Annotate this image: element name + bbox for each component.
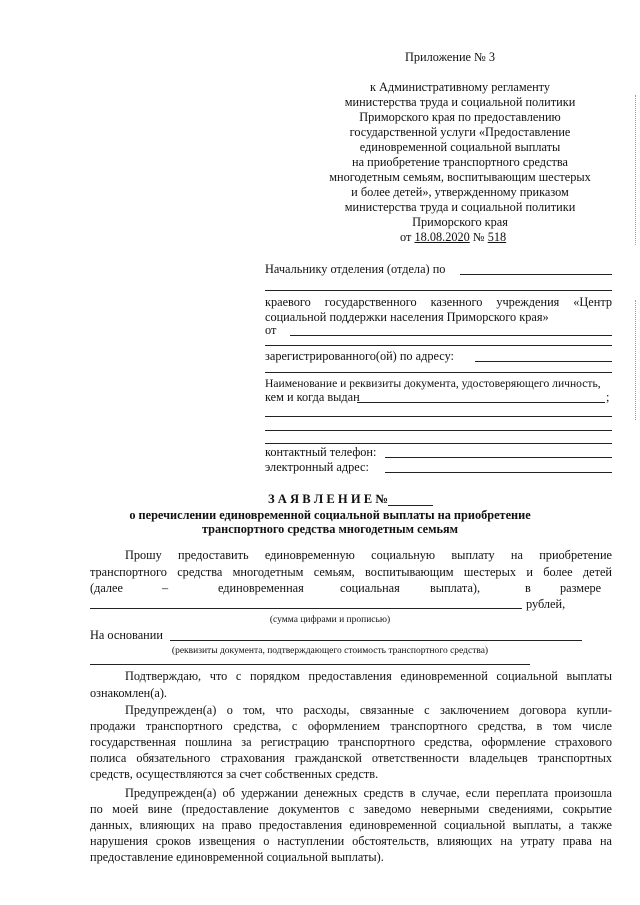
basis-caption: (реквизиты документа, подтверждающего стоимость транспортного средства) xyxy=(171,646,489,656)
order-reference xyxy=(400,230,506,244)
email-label: электронный адрес: xyxy=(265,460,369,474)
document-field-2[interactable] xyxy=(265,430,612,431)
application-title-text: З А Я В Л Е Н И Е № xyxy=(268,492,389,506)
basis-field[interactable] xyxy=(170,640,582,641)
institution-line-1: краевого государственного казенного учреждения «Центр xyxy=(265,295,612,309)
order-no-label: № xyxy=(472,230,485,244)
appendix-line: и более детей», утвержденному приказом xyxy=(351,185,569,199)
basis-label: На основании xyxy=(90,628,163,642)
word: (далее xyxy=(90,581,123,595)
warning-costs-last: средств, осуществляются за счет собственных средств. xyxy=(90,767,379,781)
order-date: 18.08.2020 xyxy=(414,230,470,244)
from-label: от xyxy=(265,323,277,337)
applicant-name-field-2[interactable] xyxy=(265,345,612,346)
warning-withhold-last: предоставление единовременной социальной выплаты). xyxy=(90,850,384,864)
address-field-2[interactable] xyxy=(265,372,612,373)
applicant-name-field[interactable] xyxy=(290,335,612,336)
word: – xyxy=(162,581,169,595)
confirm-line-1: Подтверждаю, что с порядком предоставления единовременной социальной выплаты xyxy=(125,669,612,683)
document-field-3[interactable] xyxy=(265,443,612,444)
warning-costs-line: полиса обязательного страхования гражданской ответственности владельцев транспортных xyxy=(90,751,612,765)
address-field[interactable] xyxy=(475,361,612,362)
word: в xyxy=(525,581,531,595)
addressee-field-2[interactable] xyxy=(265,290,612,291)
appendix-line: Приморского края xyxy=(412,215,508,229)
scan-edge-mark xyxy=(635,95,637,245)
appendix-line: министерства труда и социальной политики xyxy=(344,200,576,214)
institution-line-2: социальной поддержки населения Приморского края» xyxy=(265,310,549,324)
registered-label: зарегистрированного(ой) по адресу: xyxy=(265,349,454,363)
rubles-label: рублей, xyxy=(526,597,566,611)
confirm-line-2: ознакомлен(а). xyxy=(90,686,167,700)
appendix-line: к Административному регламенту xyxy=(369,80,551,94)
phone-label: контактный телефон: xyxy=(265,445,377,459)
appendix-title: Приложение № 3 xyxy=(405,50,496,64)
appendix-line: многодетным семьям, воспитывающим шестерых xyxy=(329,170,591,184)
document-field-1[interactable] xyxy=(265,416,612,417)
sum-field[interactable] xyxy=(90,608,522,609)
request-line-1: Прошу предоставить единовременную социальную выплату на приобретение xyxy=(125,548,612,562)
appendix-line: единовременной социальной выплаты xyxy=(359,140,561,154)
warning-costs-line: Предупрежден(а) о том, что расходы, связанные с заключением договора купли- xyxy=(125,703,612,717)
application-subtitle-2: транспортного средства многодетным семьям xyxy=(201,522,459,536)
warning-withhold-line: нарушения сроков извещения о наступлении обстоятельств, влияющих на утрату права на xyxy=(90,834,612,848)
warning-withhold-line: данных, влияющих на право предоставления единовременной социальной выплаты, а также xyxy=(90,818,612,832)
word: социальная xyxy=(340,581,400,595)
id-document-label: Наименование и реквизиты документа, удостоверяющего личность, xyxy=(265,377,601,390)
appendix-line: на приобретение транспортного средства xyxy=(352,155,568,169)
issued-by-label: кем и когда выдан xyxy=(265,390,360,404)
issued-by-end: ; xyxy=(606,390,610,404)
phone-field[interactable] xyxy=(385,457,612,458)
order-number: 518 xyxy=(487,230,507,244)
warning-withhold-line: по моей вине (предоставление документов с заведомо неверными сведениями, сокрытие xyxy=(90,802,612,816)
scan-edge-mark xyxy=(635,300,637,420)
appendix-line: Приморского края по предоставлению xyxy=(359,110,561,124)
application-title xyxy=(268,492,388,506)
application-subtitle-1: о перечислении единовременной социальной выплаты на приобретение xyxy=(129,508,531,522)
email-field[interactable] xyxy=(385,472,612,473)
issued-by-field[interactable] xyxy=(357,402,605,403)
word: выплата), xyxy=(430,581,481,595)
application-number-field[interactable] xyxy=(388,505,433,506)
request-line-2: транспортного средства многодетным семьям, воспитывающим шестерых и более детей xyxy=(90,565,612,579)
appendix-line: государственной услуги «Предоставление xyxy=(349,125,571,139)
addressee-line: Начальнику отделения (отдела) по xyxy=(265,262,446,276)
addressee-field[interactable] xyxy=(460,274,612,275)
basis-field-2[interactable] xyxy=(90,664,530,665)
warning-withhold-line: Предупрежден(а) об удержании денежных средств в случае, если переплата произошла xyxy=(125,786,612,800)
order-prefix: от xyxy=(400,230,412,244)
word: единовременная xyxy=(218,581,304,595)
word: размере xyxy=(560,581,602,595)
appendix-line: министерства труда и социальной политики xyxy=(344,95,576,109)
warning-costs-line: государственная пошлина за регистрацию транспортного средства, оформление страхового xyxy=(90,735,612,749)
warning-costs-line: продажи транспортного средства, с оформлением транспортного средства, в том числе xyxy=(90,719,612,733)
sum-caption: (сумма цифрами и прописью) xyxy=(269,615,391,625)
request-line-3 xyxy=(90,581,612,595)
